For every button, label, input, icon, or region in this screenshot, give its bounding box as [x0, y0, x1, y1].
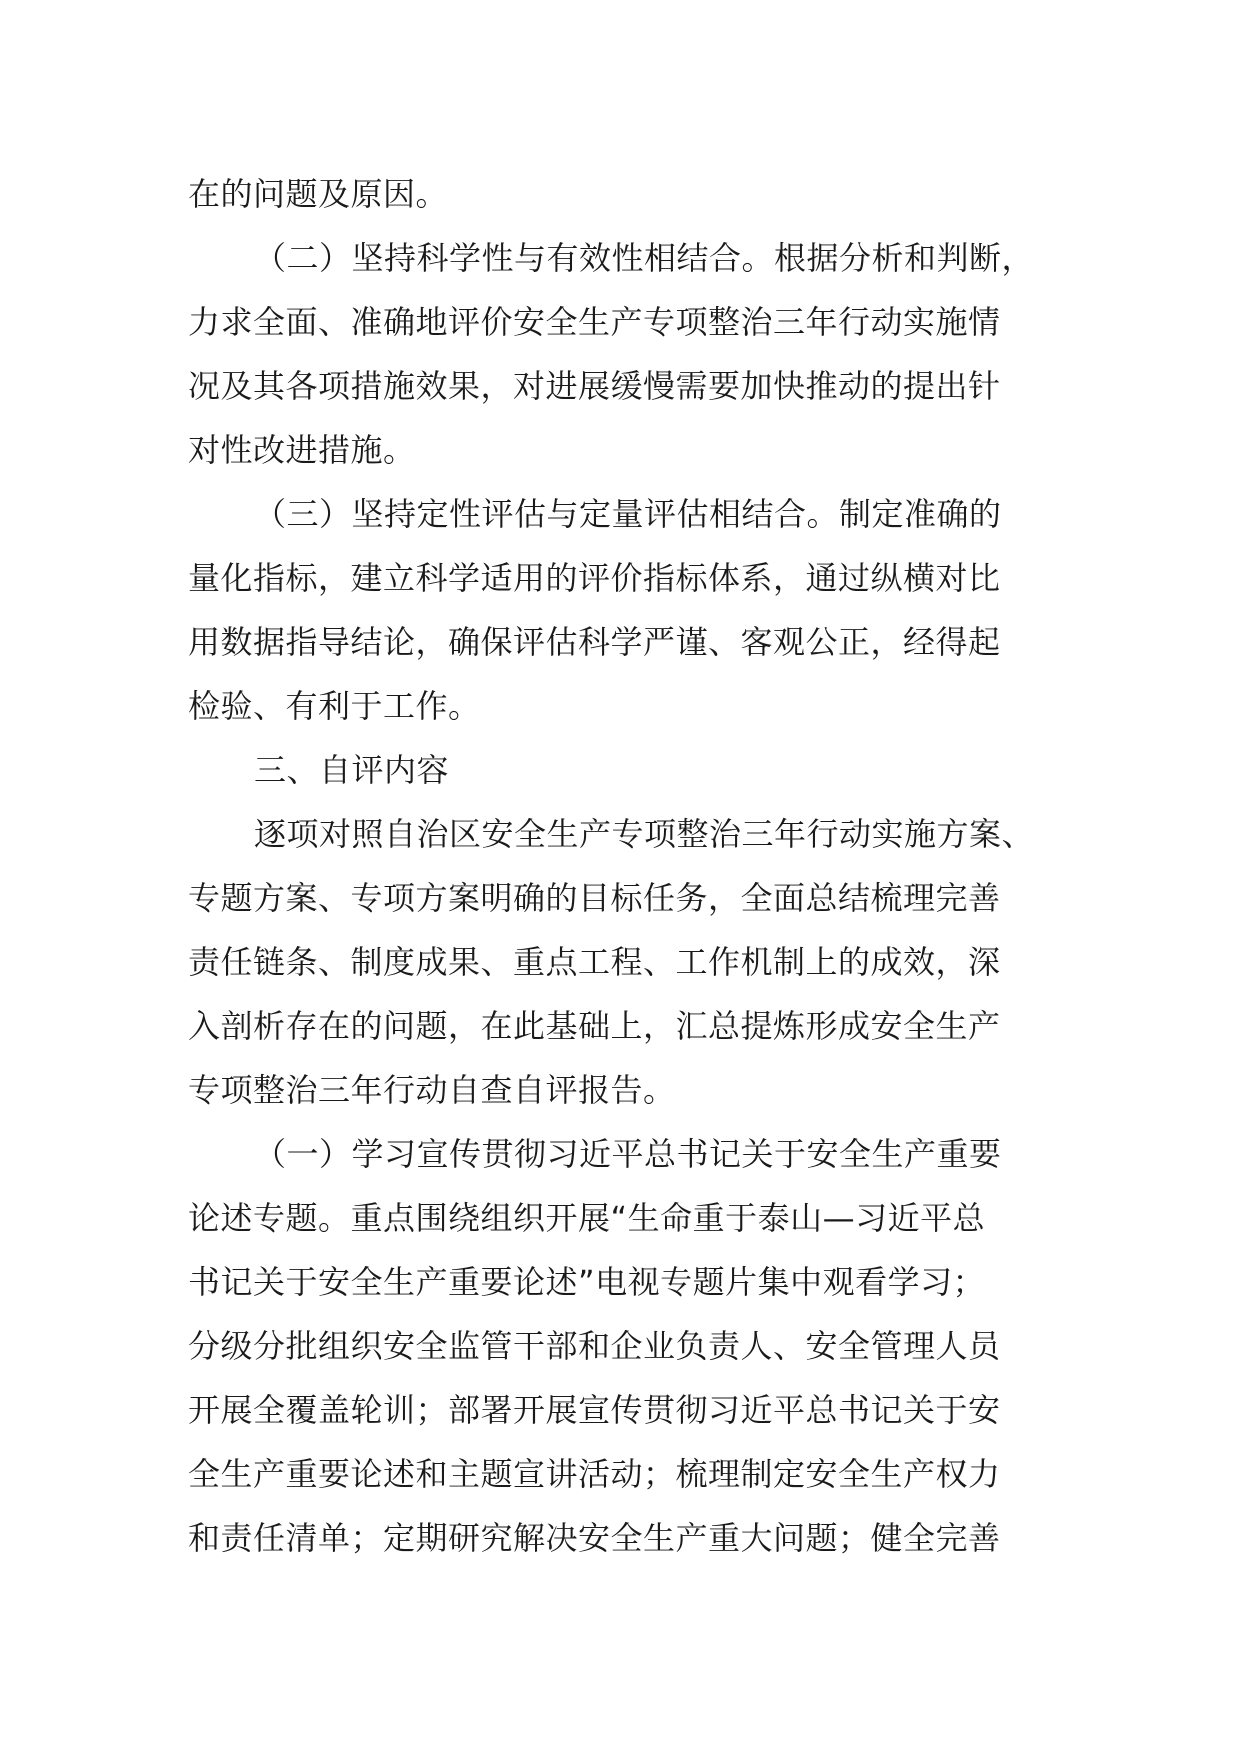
- text-line: 责任链条、制度成果、重点工程、工作机制上的成效，深: [188, 943, 1001, 981]
- text-line: 况及其各项措施效果，对进展缓慢需要加快推动的提出针: [188, 367, 1001, 405]
- text-line: （二）坚持科学性与有效性相结合。根据分析和判断，: [254, 239, 1035, 277]
- text-line: 检验、有利于工作。: [188, 687, 481, 725]
- text-line: （一）学习宣传贯彻习近平总书记关于安全生产重要: [254, 1135, 1002, 1173]
- document-body: [188, 162, 1088, 1570]
- text-line: 在的问题及原因。: [188, 175, 449, 213]
- text-line: 量化指标，建立科学适用的评价指标体系，通过纵横对比: [188, 559, 1001, 597]
- text-line: 开展全覆盖轮训；部署开展宣传贯彻习近平总书记关于安: [188, 1391, 1001, 1429]
- text-line: 分级分批组织安全监管干部和企业负责人、安全管理人员: [188, 1327, 1001, 1365]
- text-line: 入剖析存在的问题，在此基础上，汇总提炼形成安全生产: [188, 1007, 1001, 1045]
- section-heading: 三、自评内容: [254, 751, 450, 789]
- text-line: 全生产重要论述和主题宣讲活动；梳理制定安全生产权力: [188, 1455, 1001, 1493]
- text-line: 书记关于安全生产重要论述”电视专题片集中观看学习；: [188, 1263, 986, 1301]
- text-line: 和责任清单；定期研究解决安全生产重大问题；健全完善: [188, 1519, 1001, 1557]
- text-line: 专题方案、专项方案明确的目标任务，全面总结梳理完善: [188, 879, 1001, 917]
- text-line: 力求全面、准确地评价安全生产专项整治三年行动实施情: [188, 303, 1001, 341]
- text-line: 论述专题。重点围绕组织开展“生命重于泰山—习近平总: [188, 1199, 986, 1237]
- text-line: 专项整治三年行动自查自评报告。: [188, 1071, 676, 1109]
- text-line: 用数据指导结论，确保评估科学严谨、客观公正，经得起: [188, 623, 1001, 661]
- text-line: 对性改进措施。: [188, 431, 416, 469]
- text-line: 逐项对照自治区安全生产专项整治三年行动实施方案、: [254, 815, 1035, 853]
- text-line: （三）坚持定性评估与定量评估相结合。制定准确的: [254, 495, 1002, 533]
